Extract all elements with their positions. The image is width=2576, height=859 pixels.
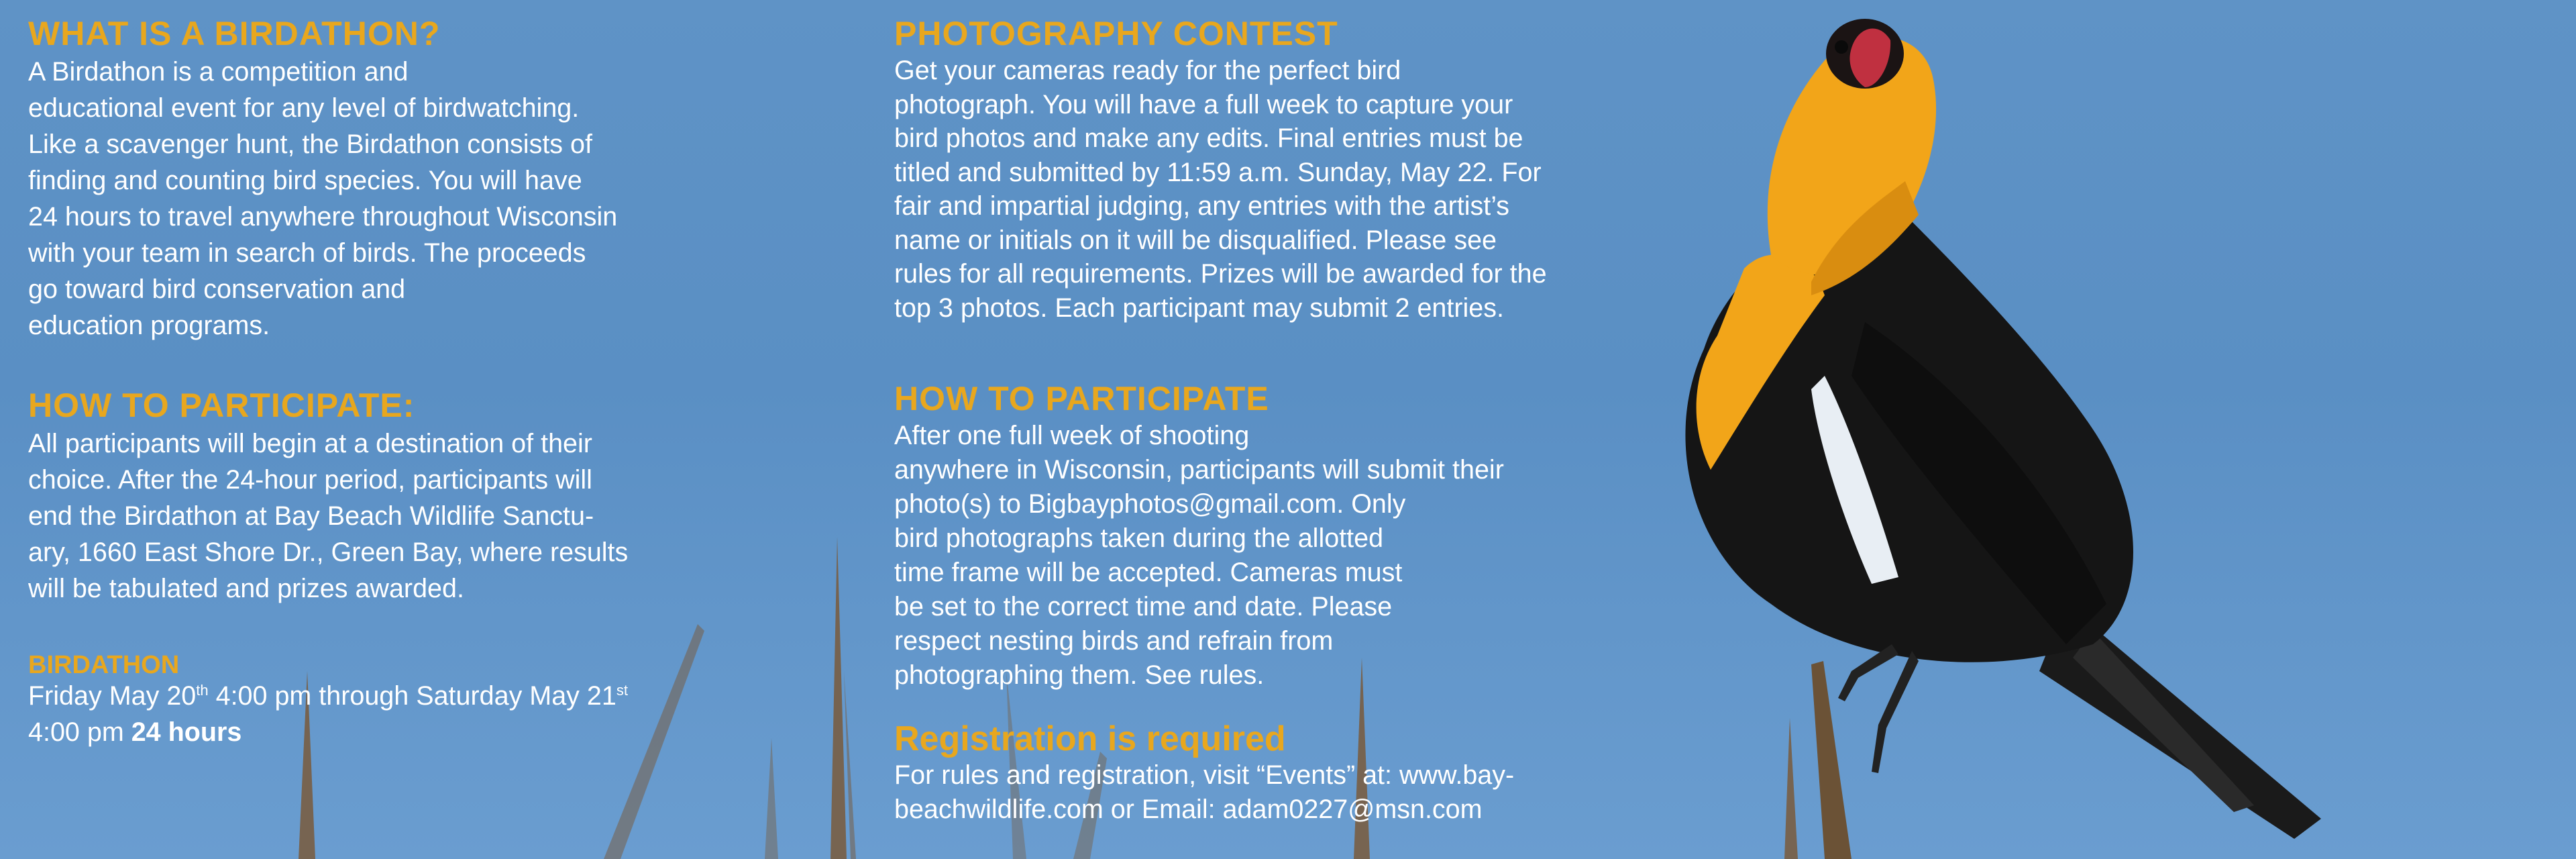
registration-heading: Registration is required: [894, 719, 1286, 758]
photography-contest-heading: PHOTOGRAPHY CONTEST: [894, 15, 1338, 52]
schedule-end-time: 4:00 pm: [28, 717, 131, 747]
schedule-end-sup: st: [616, 681, 628, 699]
photo-participate-heading: HOW TO PARTICIPATE: [894, 380, 1269, 417]
birdathon-schedule-heading: BIRDATHON: [28, 651, 180, 679]
how-to-participate-heading: HOW TO PARTICIPATE:: [28, 387, 415, 424]
middle-column: [894, 13, 1699, 827]
photo-participate-text: After one full week of shooting anywhere in Wisconsin, participants will submit their photo(s) to Bigbayphotos@gmail.com. Only bird photographs taken during the allotted time frame will be accepted. Cameras must be set to the correct time and date. Please respect nesting birds and refrain from photographing them. See rules.: [894, 421, 1504, 690]
how-to-participate-text: All participants will begin at a destination of their choice. After the 24-hour period, participants will end the Birdathon at Bay Beach Wildlife Sanctu- ary, 1660 East Shore Dr., Green Bay, where results will be tabulated and prizes awarded.: [28, 429, 629, 603]
schedule-middle: 4:00 pm through Saturday May 21: [208, 681, 616, 711]
schedule-start-sup: th: [196, 681, 209, 699]
registration-text: For rules and registration, visit “Events” at: www.bay- beachwildlife.com or Email: adam0227@msn.com: [894, 760, 1515, 824]
schedule-duration: 24 hours: [131, 717, 242, 747]
bird-photo: [1583, 0, 2576, 859]
what-is-birdathon-text: A Birdathon is a competition and educational event for any level of birdwatching. Like a scavenger hunt, the Birdathon consists of finding and counting bird species. You will have 24 hours to travel anywhere throughout Wisconsin with your team in search of birds. The proceeds go toward bird conservation and education programs.: [28, 57, 618, 340]
birdathon-schedule-text: [28, 678, 813, 750]
photography-contest-text: Get your cameras ready for the perfect bird photograph. You will have a full week to capture your bird photos and make any edits. Final entries must be titled and submitted by 11:59 a.m. Sunday, May 22. For fair and impartial judging, any entries with the artist’s name or initials on it will be disqualified. Please see rules for all requirements. Prizes will be awarded for the top 3 photos. Each participant may submit 2 entries.: [894, 56, 1547, 323]
what-is-birdathon-heading: WHAT IS A BIRDATHON?: [28, 15, 441, 52]
left-column: [28, 13, 813, 750]
schedule-start: Friday May 20: [28, 681, 197, 711]
